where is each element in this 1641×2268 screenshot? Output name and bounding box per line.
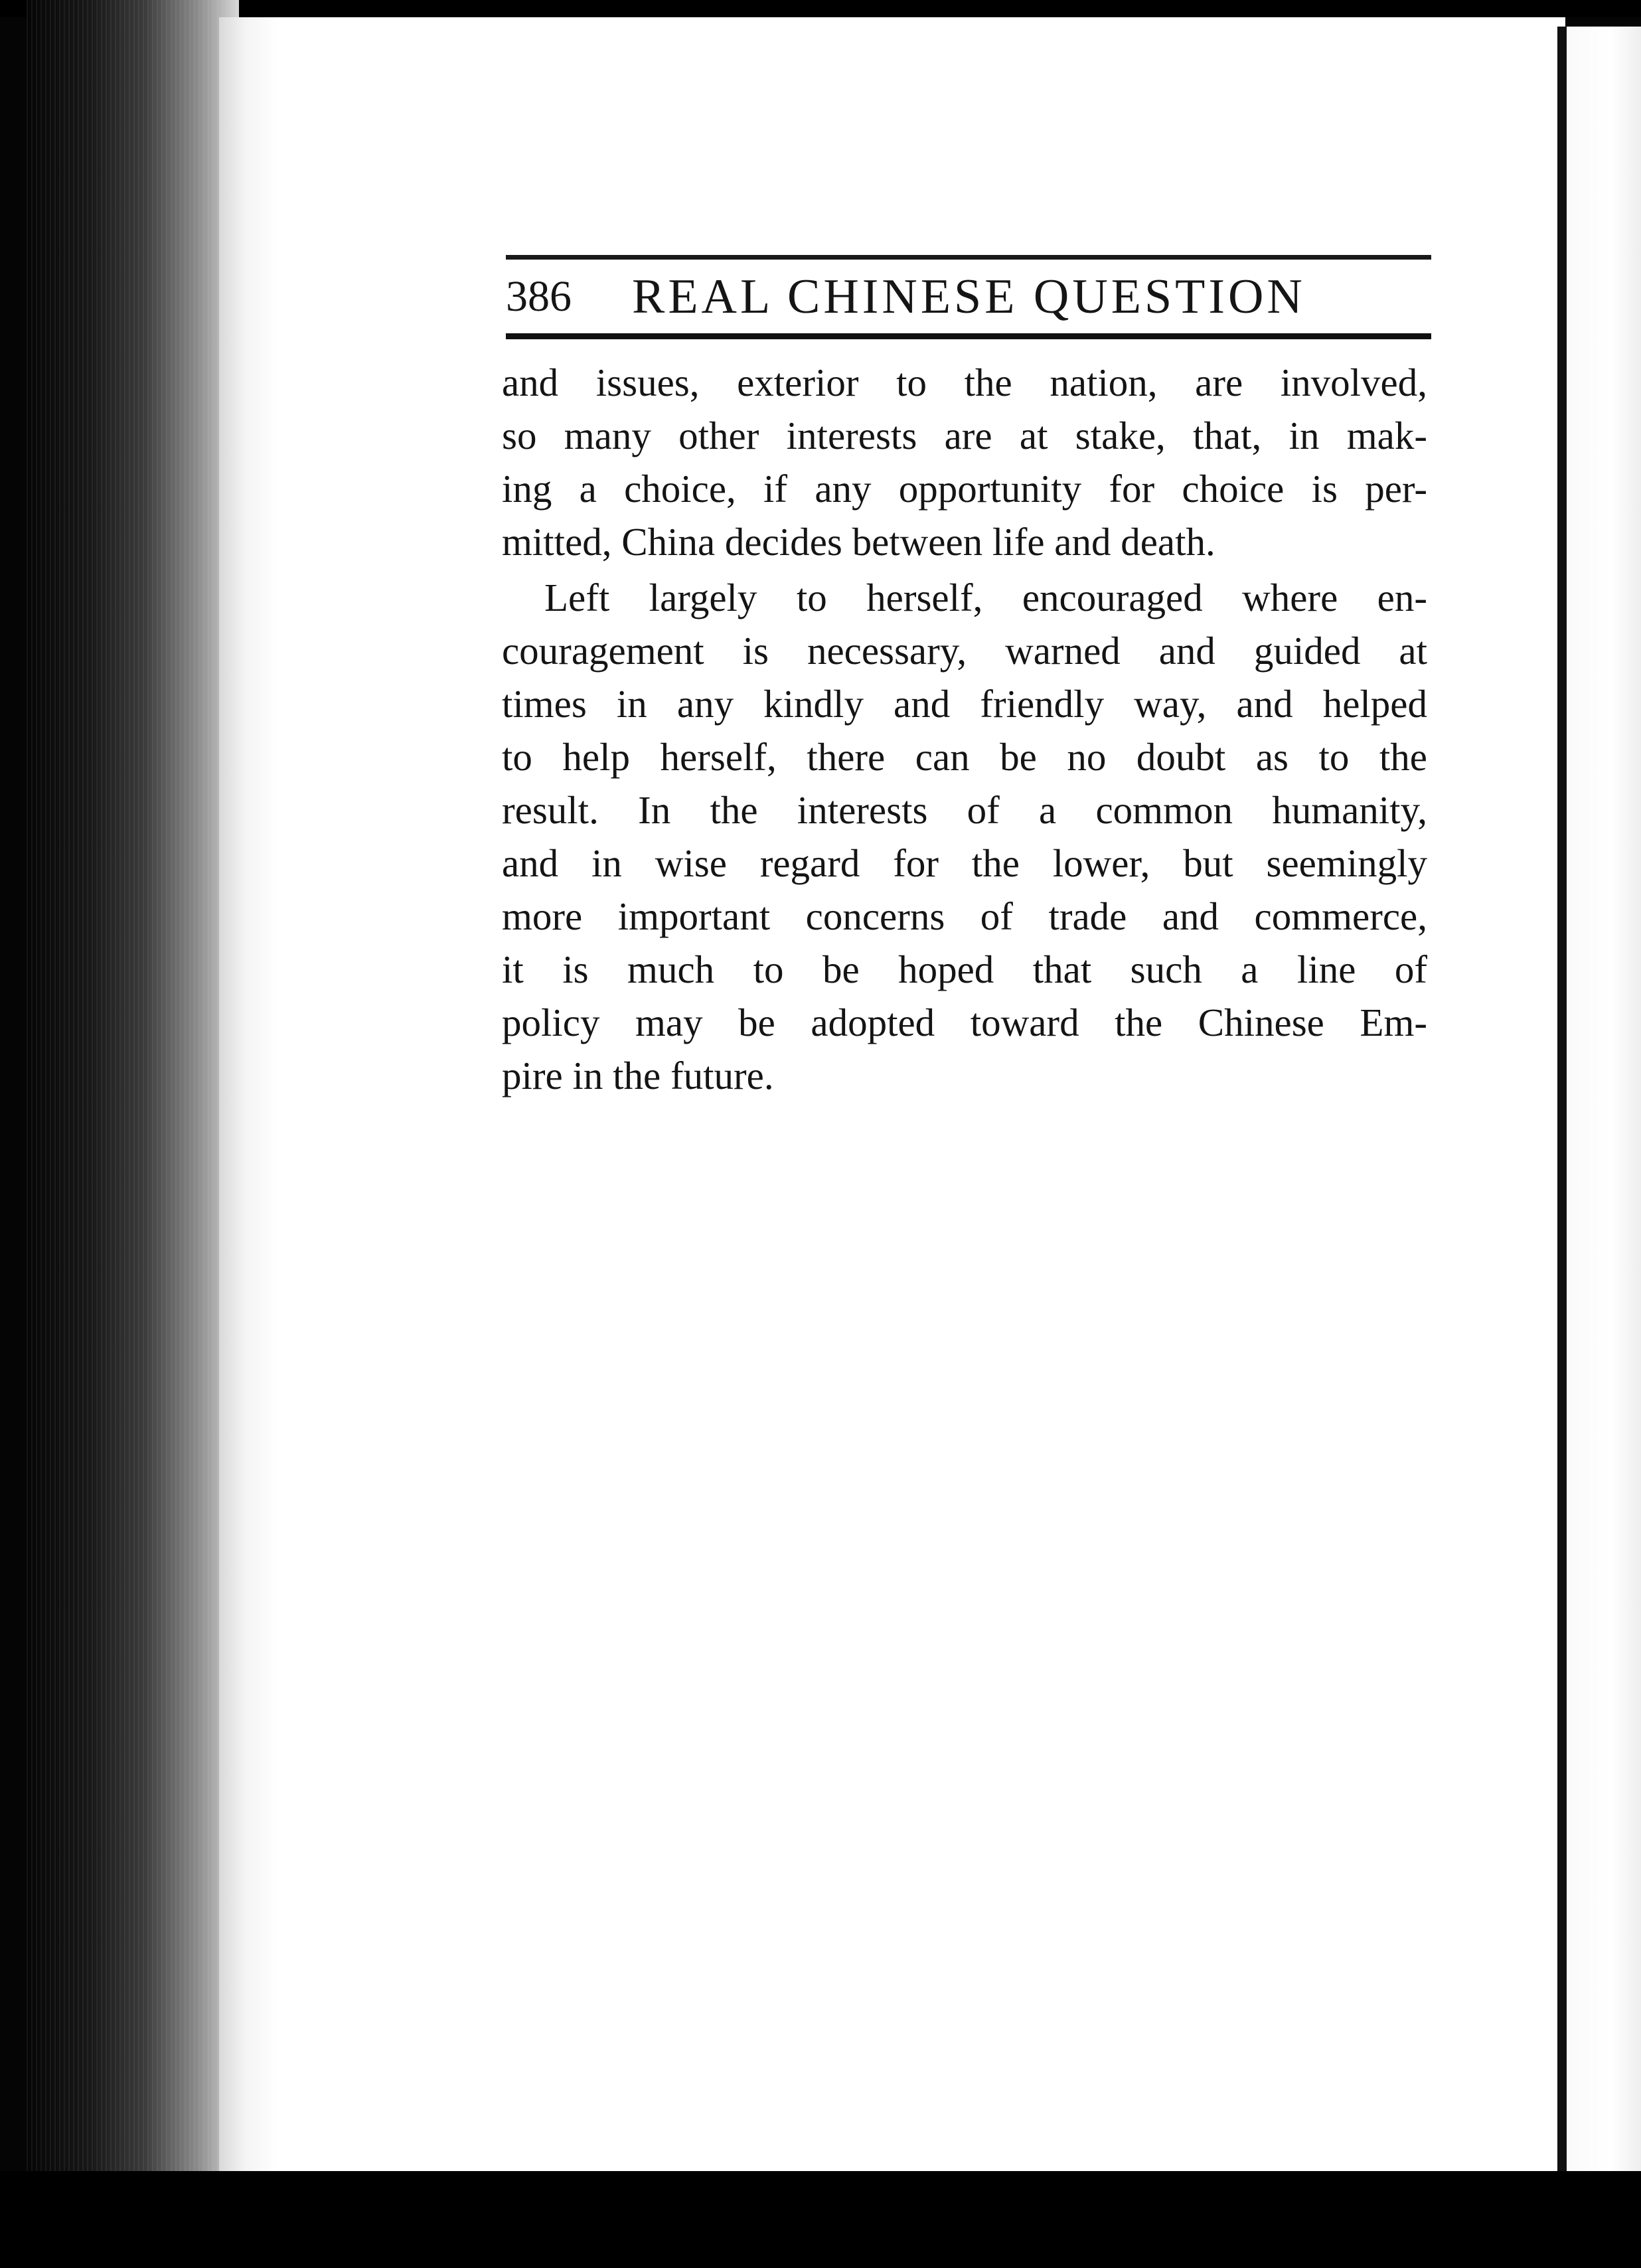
- text-line: more important concerns of trade and commerce,: [502, 894, 1427, 938]
- facing-page-strip: [1567, 27, 1641, 2218]
- text-line: ing a choice, if any opportunity for choice is per-: [502, 467, 1427, 511]
- scan-bottom-edge: [0, 2171, 1641, 2268]
- text-line: times in any kindly and friendly way, and helped: [502, 682, 1427, 726]
- text-line: policy may be adopted toward the Chinese Em-: [502, 1001, 1427, 1044]
- text-line: and in wise regard for the lower, but seemingly: [502, 841, 1427, 885]
- text-line: to help herself, there can be no doubt as to the: [502, 735, 1427, 779]
- text-line: and issues, exterior to the nation, are involved,: [502, 361, 1427, 404]
- text-line: it is much to be hoped that such a line of: [502, 947, 1427, 991]
- text-line: result. In the interests of a common humanity,: [502, 788, 1427, 832]
- body-text: [502, 356, 1427, 1102]
- paragraph: [502, 356, 1427, 568]
- text-line: mitted, China decides between life and death.: [502, 520, 1215, 564]
- paragraph: [502, 571, 1427, 1102]
- text-line: couragement is necessary, warned and guided at: [502, 629, 1427, 673]
- running-title: REAL CHINESE QUESTION: [632, 270, 1306, 324]
- text-line: so many other interests are at stake, that, in mak-: [502, 414, 1427, 457]
- scan-top-edge: [0, 0, 1641, 17]
- text-line: Left largely to herself, encouraged where en-: [544, 576, 1427, 619]
- header-rule-top: [506, 255, 1431, 260]
- header-rule-bottom: [506, 333, 1431, 339]
- book-binding-edge: [1557, 27, 1567, 2184]
- book-page-edges: [27, 0, 239, 2191]
- page-number: 386: [506, 272, 572, 321]
- text-line: pire in the future.: [502, 1054, 774, 1097]
- running-head: [506, 263, 1431, 331]
